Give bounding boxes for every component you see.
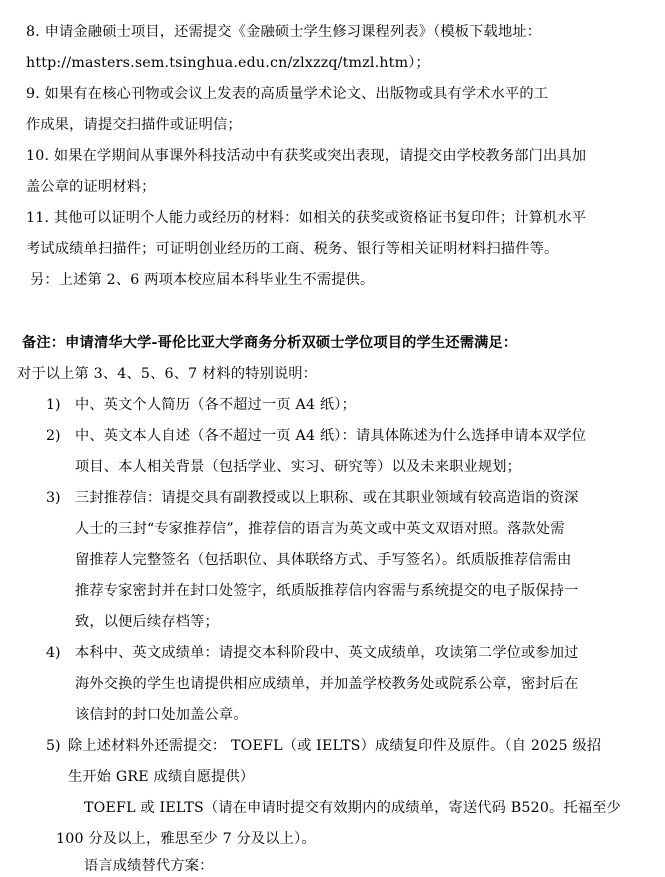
toefl-line-1: TOEFL 或 IELTS（请在申请时提交有效期内的成绩单，寄送代码 B520。托福至少 (84, 800, 622, 816)
list-item-3-line-2: 人士的三封“专家推荐信”，推荐信的语言为英文或中英文双语对照。落款处需 (75, 521, 565, 537)
list-item-3-line-1: 三封推荐信：请提交具有副教授或以上职称、或在其职业领域有较高造诣的资深 (75, 490, 579, 506)
item-8-line-2: http://masters.sem.tsinghua.edu.cn/zlxzzq/tmzl.htm）； (26, 55, 430, 71)
list-item-5-line-2: 生开始 GRE 成绩自愿提供） (68, 769, 255, 785)
item-11-line-2: 考试成绩单扫描件；可证明创业经历的工商、税务、银行等相关证明材料扫描件等。 (26, 241, 559, 257)
list-item-3-line-4: 推荐专家密封并在封口处签字，纸质版推荐信内容需与系统提交的电子版保持一 (75, 583, 579, 599)
list-item-4-line-3: 该信封的封口处加盖公章。 (75, 707, 248, 723)
list-item-3-line-3: 留推荐人完整签名（包括职位、具体联络方式、手写签名）。纸质版推荐信需由 (75, 552, 572, 568)
item-10-line-1: 10. 如果在学期间从事课外科技活动中有获奖或突出表现，请提交由学校教务部门出具加 (26, 148, 587, 164)
list-item-2-line-1: 中、英文本人自述（各不超过一页 A4 纸）：请具体陈述为什么选择申请本双学位 (75, 428, 587, 444)
list-number-3: 3) (46, 490, 61, 506)
item-11-line-1: 11. 其他可以证明个人能力或经历的材料：如相关的获奖或资格证书复印件；计算机水平 (26, 210, 587, 226)
list-number-5: 5) (46, 738, 61, 754)
item-9-line-2: 作成果，请提交扫描件或证明信； (26, 117, 242, 133)
remark-heading: 备注：申请清华大学-哥伦比亚大学商务分析双硕士学位项目的学生还需满足： (22, 335, 518, 351)
remark-intro: 对于以上第 3、4、5、6、7 材料的特别说明： (17, 366, 318, 382)
list-item-5-line-1: 除上述材料外还需提交： TOEFL（或 IELTS）成绩复印件及原件。（自 2025 级招 (68, 738, 602, 754)
list-item-2-line-2: 项目、本人相关背景（包括学业、实习、研究等）以及未来职业规划； (75, 459, 522, 475)
item-9-line-1: 9. 如果有在核心刊物或会议上发表的高质量学术论文、出版物或具有学术水平的工 (26, 86, 549, 102)
list-item-1-line-1: 中、英文个人简历（各不超过一页 A4 纸）； (75, 397, 356, 413)
list-item-4-line-1: 本科中、英文成绩单：请提交本科阶段中、英文成绩单，攻读第二学位或参加过 (75, 645, 579, 661)
list-item-4-line-2: 海外交换的学生也请提供相应成绩单，并加盖学校教务处或院系公章，密封后在 (75, 676, 579, 692)
toefl-line-2: 100 分及以上，雅思至少 7 分及以上）。 (56, 831, 316, 847)
note-other: 另：上述第 2、6 两项本校应届本科毕业生不需提供。 (30, 272, 375, 288)
item-10-line-2: 盖公章的证明材料； (26, 179, 156, 195)
list-number-4: 4) (46, 645, 61, 661)
list-number-1: 1) (46, 397, 61, 413)
list-number-2: 2) (46, 428, 61, 444)
item-8-line-1: 8. 申请金融硕士项目，还需提交《金融硕士学生修习课程列表》（模板下载地址： (26, 24, 542, 40)
language-alternative-heading: 语言成绩替代方案： (84, 858, 214, 874)
list-item-3-line-5: 致，以便后续存档等； (75, 614, 219, 630)
